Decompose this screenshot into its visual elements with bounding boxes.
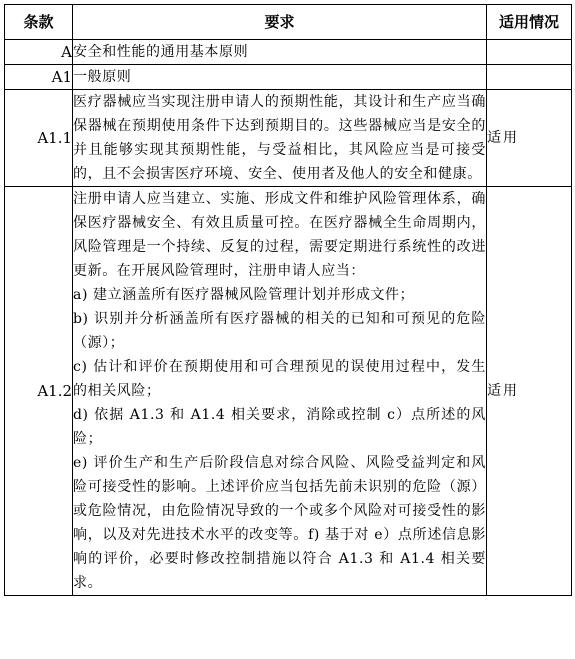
clause-number: A1 [5,65,73,90]
requirement-item-a: a) 建立涵盖所有医疗器械风险管理计划并形成文件； [73,287,415,303]
table-row [5,65,572,90]
requirements-table [4,4,572,596]
applicability-cell: 适用 [487,187,572,596]
table-header-row [5,5,572,40]
requirement-item-d: d) 依据 A1.3 和 A1.4 相关要求，消除或控制 c）点所述的风险； [73,407,486,447]
clause-number: A [5,40,73,65]
requirement-text [73,40,487,65]
requirement-text [73,187,487,596]
requirement-item-c: c) 估计和评价在预期使用和可合理预见的误使用过程中，发生的相关风险； [73,359,486,399]
requirement-item-e-f: e) 评价生产和生产后阶段信息对综合风险、风险受益判定和风险可接受性的影响。上述评价应当包括先前未识别的危险（源）或危险情况，由危险情况导致的一个或多个风险对可接受性的影响，以及对先进技术水平的改变等。f) 基于对 e）点所述信息影响的评价，必要时修改控制措施以符合 A1.3 和 A1.4 相关要求。 [73,455,486,591]
applicability-cell [487,65,572,90]
table-row [5,90,572,187]
applicability-cell [487,40,572,65]
requirement-item-b: b) 识别并分析涵盖所有医疗器械的相关的已知和可预见的危险（源）； [73,311,486,351]
applicability-cell: 适用 [487,90,572,187]
header-clause: 条款 [5,5,73,40]
header-requirement: 要求 [73,5,487,40]
requirement-text [73,90,487,187]
table-row [5,40,572,65]
requirement-paragraph: 安全和性能的通用基本原则 [73,44,249,60]
clause-number: A1.1 [5,90,73,187]
requirement-text [73,65,487,90]
table-row [5,187,572,596]
requirement-paragraph: 一般原则 [73,69,132,85]
requirement-paragraph: 医疗器械应当实现注册申请人的预期性能，其设计和生产应当确保器械在预期使用条件下达到预期目的。这些器械应当是安全的并且能够实现其预期性能，与受益相比，其风险应当是可接受的，且不会损害医疗环境、安全、使用者及他人的安全和健康。 [73,94,486,182]
clause-number: A1.2 [5,187,73,596]
requirement-paragraph: 注册申请人应当建立、实施、形成文件和维护风险管理体系，确保医疗器械安全、有效且质量可控。在医疗器械全生命周期内，风险管理是一个持续、反复的过程，需要定期进行系统性的改进更新。在开展风险管理时，注册申请人应当： [73,191,486,279]
header-applicability: 适用情况 [487,5,572,40]
